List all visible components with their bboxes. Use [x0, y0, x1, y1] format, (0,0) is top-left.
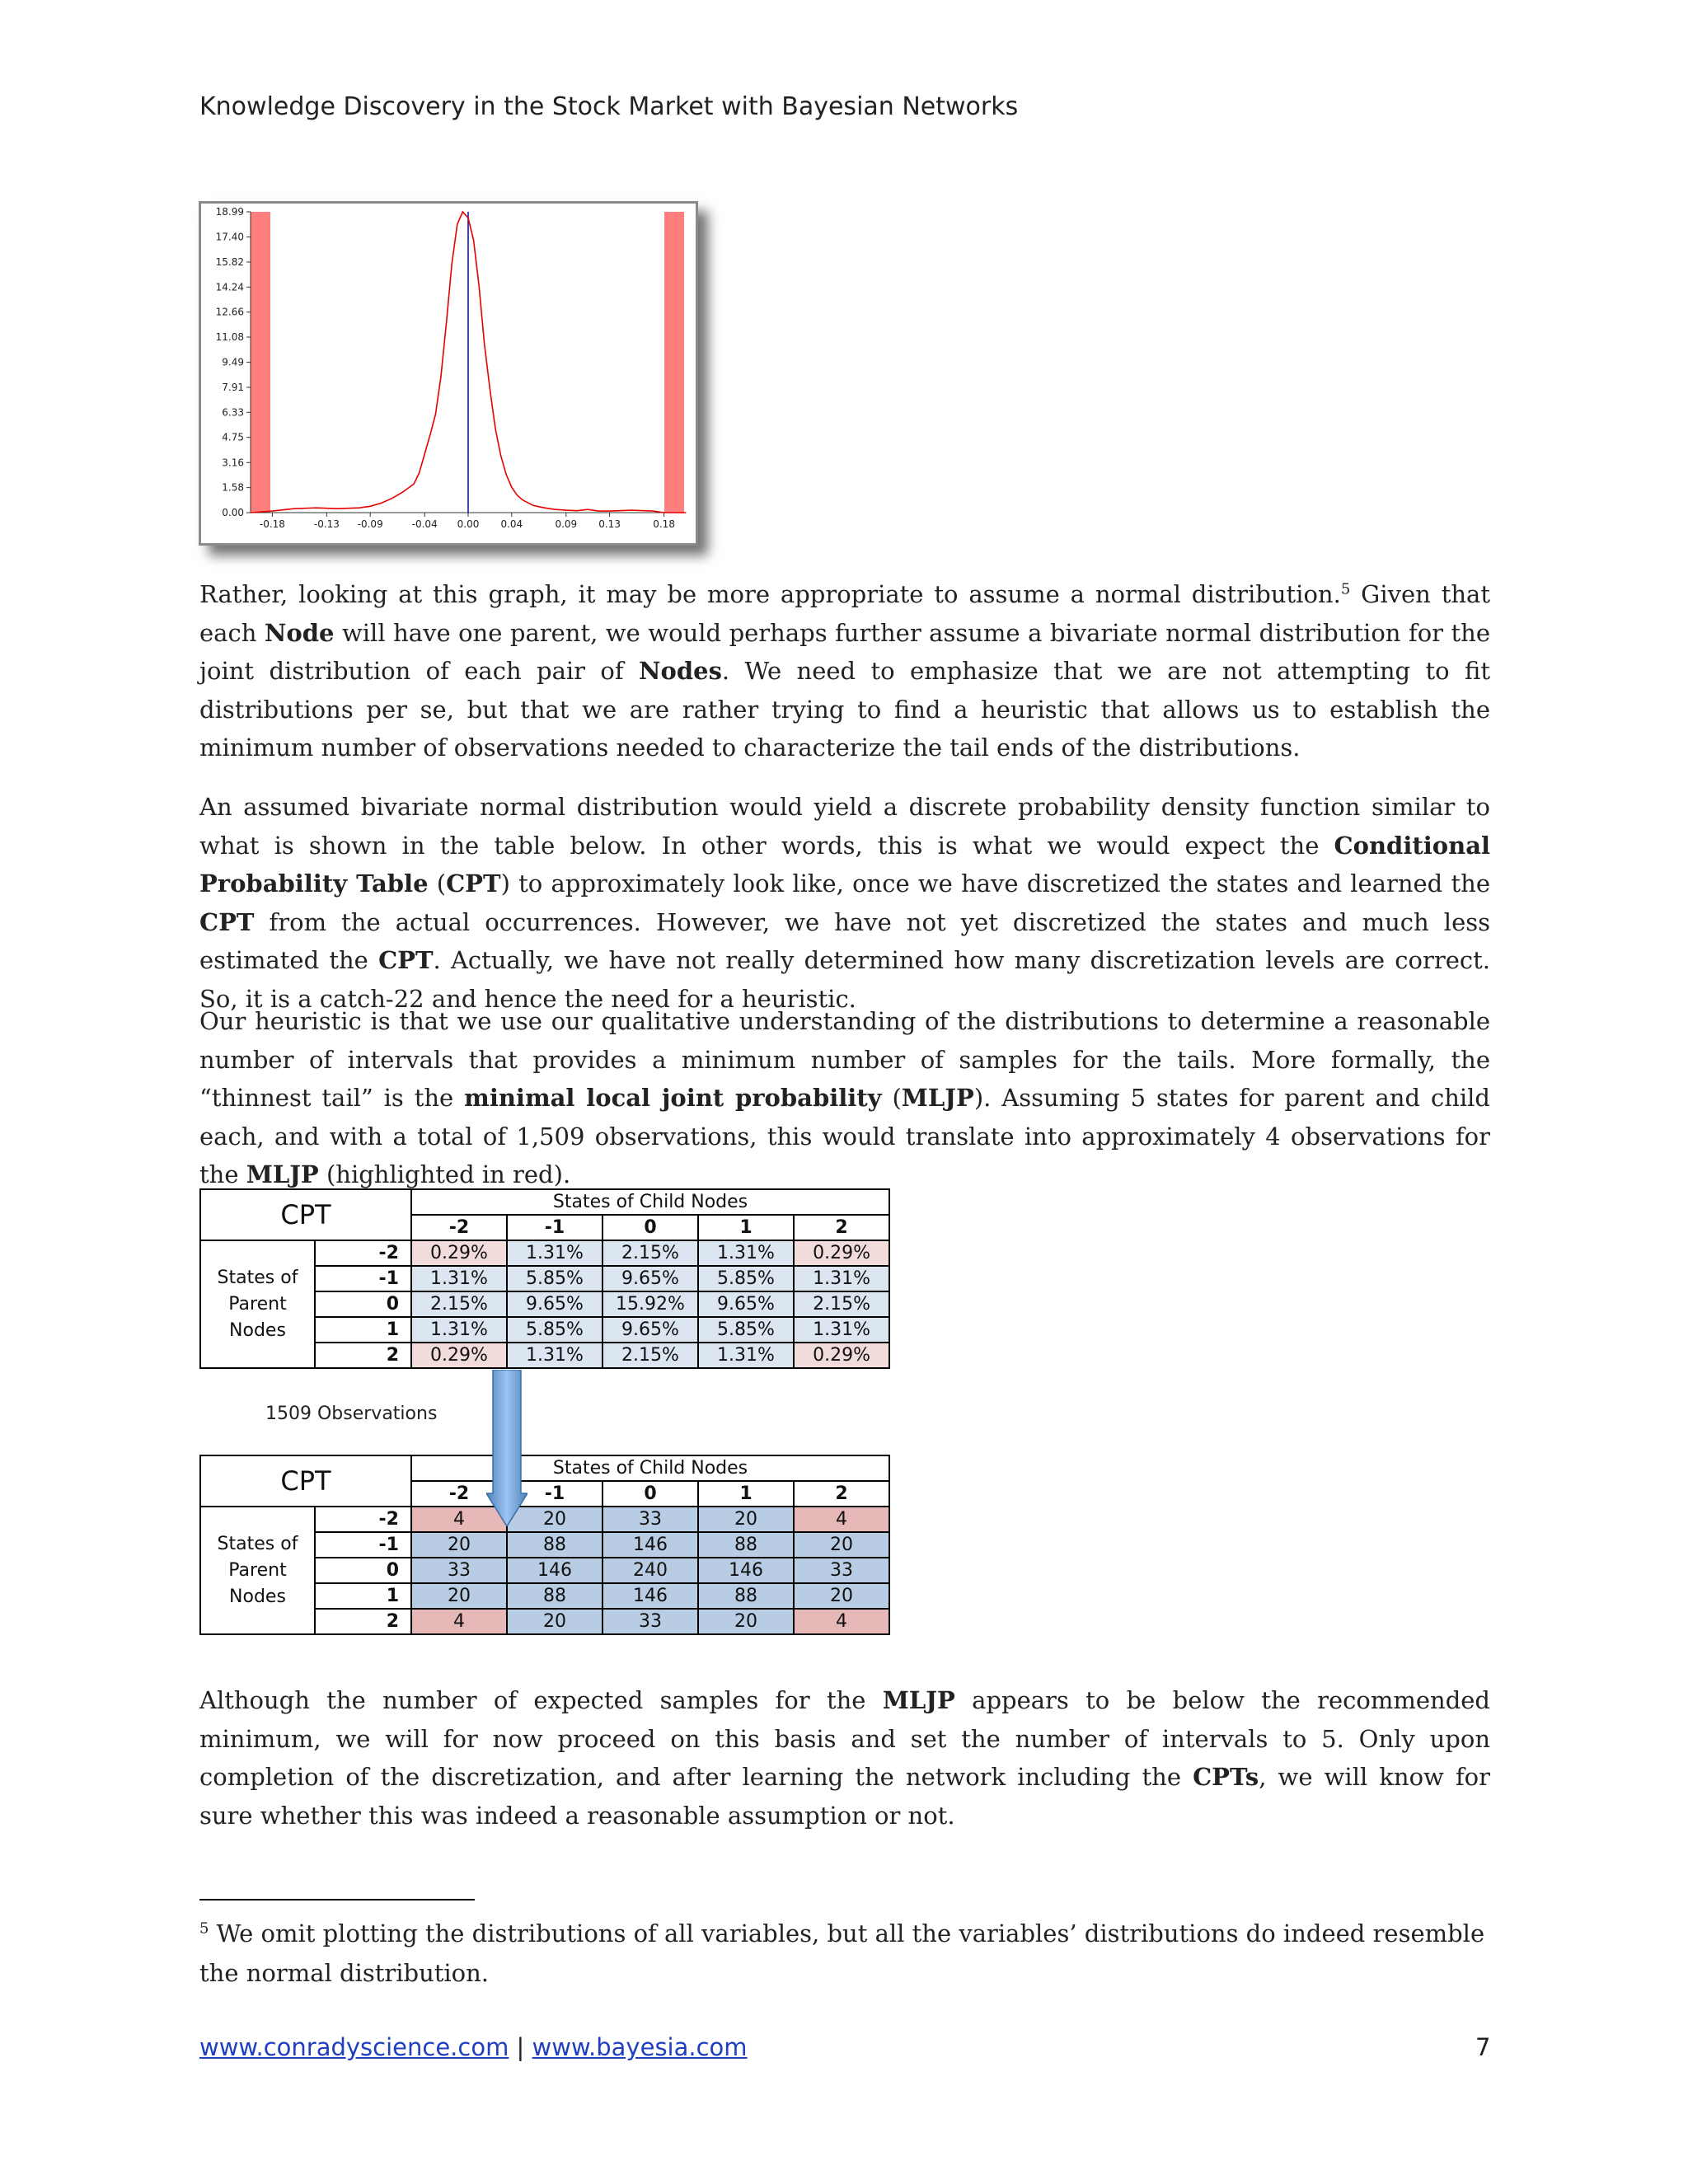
page-number: 7 [1475, 2033, 1491, 2061]
table-cell: 33 [603, 1507, 698, 1532]
footnote-marker: 5 [199, 1919, 209, 1938]
footnote-ref: 5 [1340, 580, 1351, 598]
y-tick-label: 1.58 [222, 481, 244, 494]
bold-term: MLJP [882, 1686, 955, 1714]
bold-term: CPT [199, 907, 255, 936]
column-header: 0 [603, 1215, 698, 1240]
row-header: 0 [315, 1291, 411, 1317]
row-header: -1 [315, 1532, 411, 1558]
density-point [609, 510, 610, 511]
paragraph-normal-distribution [199, 575, 1490, 767]
text-run: ( [428, 869, 447, 898]
density-point [511, 487, 512, 488]
table-cell: 20 [698, 1507, 794, 1532]
density-point [663, 512, 664, 513]
bold-term: CPT [378, 946, 434, 974]
density-point [653, 510, 654, 511]
density-point [381, 503, 382, 504]
table-cell: 2.15% [603, 1240, 698, 1266]
cpt-probability-table [199, 1188, 890, 1369]
y-tick-label: 3.16 [222, 457, 244, 469]
row-header: -1 [315, 1266, 411, 1291]
text-run: ) to approximately look like, once we have discretized the states and learned the [500, 869, 1490, 898]
density-point [517, 494, 518, 495]
density-point [419, 472, 420, 473]
table-cell: 88 [507, 1532, 603, 1558]
table-cell: 9.65% [603, 1317, 698, 1343]
table-cell: 88 [698, 1532, 794, 1558]
density-point [440, 376, 441, 377]
table-cell: 20 [411, 1583, 507, 1609]
text-run: Although the number of expected samples for the [199, 1686, 883, 1714]
left-tail-band [251, 212, 270, 513]
y-tick-label: 12.66 [215, 306, 244, 318]
bold-term: CPT [446, 869, 501, 898]
table-row [200, 1240, 889, 1266]
table-cell: 33 [794, 1558, 889, 1583]
table-cell: 15.92% [603, 1291, 698, 1317]
table-cell: 9.65% [603, 1266, 698, 1291]
parent-label-line: States of [217, 1267, 298, 1288]
density-point [484, 344, 485, 345]
row-header: 0 [315, 1558, 411, 1583]
density-point [500, 455, 501, 456]
bayesia-link[interactable]: www.bayesia.com [532, 2033, 748, 2061]
table-cell: 88 [507, 1583, 603, 1609]
y-tick-label: 9.49 [222, 356, 244, 368]
parent-label-line: Nodes [229, 1586, 286, 1607]
table-cell: 2.15% [603, 1343, 698, 1368]
parent-states-label [200, 1507, 315, 1634]
density-point [446, 322, 447, 323]
table-cell: 146 [507, 1558, 603, 1583]
text-run: (highlighted in red). [318, 1160, 571, 1188]
x-tick-label: 0.09 [555, 518, 578, 530]
density-point [555, 509, 556, 510]
column-header: -2 [411, 1481, 507, 1507]
text-run: ( [881, 1084, 902, 1112]
table-cell: 33 [603, 1609, 698, 1634]
bold-term: minimal local joint probability [464, 1084, 882, 1112]
parent-states-label [200, 1240, 315, 1368]
density-point [685, 512, 686, 513]
column-header: 2 [794, 1215, 889, 1240]
down-arrow-icon [486, 1370, 528, 1526]
footer-links [199, 2033, 748, 2061]
paragraph-heuristic [199, 1002, 1490, 1194]
footnote-divider [199, 1899, 475, 1900]
table-cell: 5.85% [507, 1317, 603, 1343]
parent-label-line: Parent [228, 1293, 287, 1315]
mljp-cell: 0.29% [794, 1343, 889, 1368]
parent-label-line: Nodes [229, 1319, 286, 1341]
x-tick-label: 0.00 [457, 518, 480, 530]
column-header: 2 [794, 1481, 889, 1507]
column-header: 0 [603, 1481, 698, 1507]
density-point [533, 505, 534, 506]
density-point [413, 484, 414, 485]
child-states-header: States of Child Nodes [411, 1455, 889, 1481]
text-run: . Actually, we have not really determined how many discretization levels are correct. So, it is a catch-22 and hence the need for a heuristic. [199, 946, 1490, 1013]
child-states-header: States of Child Nodes [411, 1189, 889, 1215]
density-point [272, 510, 273, 511]
bold-term: CPTs [1193, 1763, 1259, 1791]
text-run: . We need to emphasize that we are not attempting to fit distributions per se, but that we are rather trying to find a heuristic that allows us to establish the minimum number of observations needed to characterize the tail ends of the distributions. [199, 657, 1490, 762]
x-tick-label: -0.09 [357, 518, 383, 530]
parent-label-line: Parent [228, 1559, 287, 1581]
table-cell: 20 [794, 1583, 889, 1609]
density-point [370, 506, 371, 507]
footnote-text: We omit plotting the distributions of all variables, but all the variables’ distributions do indeed resemble the normal distribution. [199, 1919, 1485, 1987]
y-tick-label: 6.33 [222, 406, 244, 419]
footer-separator: | [509, 2033, 532, 2061]
table-cell: 5.85% [698, 1266, 794, 1291]
table-cell: 9.65% [698, 1291, 794, 1317]
text-run: ). Assuming 5 states for parent and child each, and with a total of 1,509 observations, this would translate into approximately 4 observations for the [199, 1084, 1490, 1188]
density-point [402, 491, 403, 492]
conradyscience-link[interactable]: www.conradyscience.com [199, 2033, 509, 2061]
density-point [522, 499, 523, 500]
parent-label-line: States of [217, 1533, 298, 1554]
table-cell: 1.31% [507, 1240, 603, 1266]
density-point [462, 211, 463, 212]
column-header: -1 [507, 1481, 603, 1507]
row-header: 1 [315, 1583, 411, 1609]
mljp-cell: 4 [794, 1609, 889, 1634]
text-run: , we will know for sure whether this was indeed a reasonable assumption or not. [199, 1763, 1491, 1830]
table-cell: 146 [698, 1558, 794, 1583]
text-run: An assumed bivariate normal distribution would yield a discrete probability density function similar to what is shown in the table below. In other words, this is what we would expect the [199, 793, 1490, 860]
density-point [424, 453, 425, 454]
cpt-count-table [199, 1455, 890, 1635]
right-tail-band [664, 212, 684, 513]
row-header: 2 [315, 1609, 411, 1634]
text-run: will have one parent, we would perhaps further assume a bivariate normal distribution for the joint distribution of each pair of [199, 618, 1490, 685]
cpt-title: CPT [200, 1189, 411, 1240]
table-cell: 20 [794, 1532, 889, 1558]
table-cell: 1.31% [794, 1317, 889, 1343]
table-cell: 1.31% [411, 1317, 507, 1343]
density-point [429, 434, 430, 435]
cpt-title: CPT [200, 1455, 411, 1507]
table-cell: 1.31% [698, 1343, 794, 1368]
table-cell: 1.31% [411, 1266, 507, 1291]
table-cell: 240 [603, 1558, 698, 1583]
table-row [200, 1507, 889, 1532]
density-point [250, 512, 251, 513]
y-tick-label: 7.91 [222, 381, 244, 393]
table-cell: 20 [698, 1609, 794, 1634]
table-cell: 5.85% [698, 1317, 794, 1343]
x-tick-label: -0.13 [313, 518, 340, 530]
density-point [479, 286, 480, 287]
footnote [199, 1914, 1490, 1993]
paragraph-bivariate-cpt [199, 788, 1490, 1018]
mljp-cell: 0.29% [794, 1240, 889, 1266]
table-cell: 1.31% [698, 1240, 794, 1266]
column-header: -2 [411, 1215, 507, 1240]
distribution-chart [199, 201, 698, 546]
x-tick-label: -0.18 [259, 518, 285, 530]
bold-term: Conditional Probability Table [199, 831, 1490, 898]
observations-label: 1509 Observations [265, 1404, 438, 1424]
table-cell: 9.65% [507, 1291, 603, 1317]
chart-svg [201, 204, 696, 543]
table-cell: 5.85% [507, 1266, 603, 1291]
column-header: 1 [698, 1481, 794, 1507]
table-cell: 146 [603, 1532, 698, 1558]
y-tick-label: 0.00 [222, 507, 244, 518]
density-point [544, 508, 545, 509]
table-cell: 88 [698, 1583, 794, 1609]
bold-term: Node [264, 618, 335, 647]
table-cell: 146 [603, 1583, 698, 1609]
y-tick-label: 17.40 [215, 231, 244, 243]
text-run: from the actual occurrences. However, we have not yet discretized the states and much less estimated the [199, 907, 1490, 974]
mljp-cell: 0.29% [411, 1343, 507, 1368]
density-point [435, 414, 436, 415]
density-point [565, 510, 566, 511]
x-tick-label: 0.18 [653, 518, 675, 530]
y-tick-label: 11.08 [215, 331, 244, 344]
row-header: -2 [315, 1507, 411, 1532]
mljp-cell: 0.29% [411, 1240, 507, 1266]
table-cell: 33 [411, 1558, 507, 1583]
text-run: Given that each [199, 580, 1490, 647]
x-tick-label: 0.04 [500, 518, 523, 530]
table-cell: 2.15% [794, 1291, 889, 1317]
mljp-cell: 4 [411, 1609, 507, 1634]
column-header: 1 [698, 1215, 794, 1240]
mljp-cell: 4 [794, 1507, 889, 1532]
mljp-cell: 4 [411, 1507, 507, 1532]
table-cell: 20 [507, 1507, 603, 1532]
column-header: -1 [507, 1215, 603, 1240]
running-header: Knowledge Discovery in the Stock Market with Bayesian Networks [199, 92, 1019, 121]
bold-term: MLJP [246, 1160, 319, 1188]
table-cell: 1.31% [507, 1343, 603, 1368]
density-point [576, 510, 577, 511]
y-tick-label: 4.75 [222, 431, 244, 443]
y-tick-label: 18.99 [215, 206, 244, 218]
x-tick-label: -0.04 [411, 518, 438, 530]
bold-term: Nodes [639, 657, 722, 685]
x-tick-label: 0.13 [598, 518, 621, 530]
row-header: -2 [315, 1240, 411, 1266]
table-cell: 20 [507, 1609, 603, 1634]
y-tick-label: 15.82 [215, 255, 244, 268]
table-cell: 2.15% [411, 1291, 507, 1317]
density-point [506, 474, 507, 475]
text-run: appears to be below the recommended minimum, we will for now proceed on this basis and set the number of intervals to 5. Only upon completion of the discretization, and after learning the network including the [199, 1686, 1490, 1791]
density-point [473, 240, 474, 241]
row-header: 1 [315, 1317, 411, 1343]
bold-term: MLJP [901, 1084, 974, 1112]
text-run: Our heuristic is that we use our qualitative understanding of the distributions to determine a reasonable number of intervals that provides a minimum number of samples for the tails. More formally, the “thinnest tail” is the [199, 1007, 1490, 1112]
row-header: 2 [315, 1343, 411, 1368]
density-point [598, 510, 599, 511]
table-cell: 1.31% [794, 1266, 889, 1291]
y-tick-label: 14.24 [215, 281, 244, 293]
paragraph-conclusion [199, 1681, 1490, 1835]
table-cell: 20 [411, 1532, 507, 1558]
text-run: Rather, looking at this graph, it may be more appropriate to assume a normal distribution. [199, 580, 1341, 608]
